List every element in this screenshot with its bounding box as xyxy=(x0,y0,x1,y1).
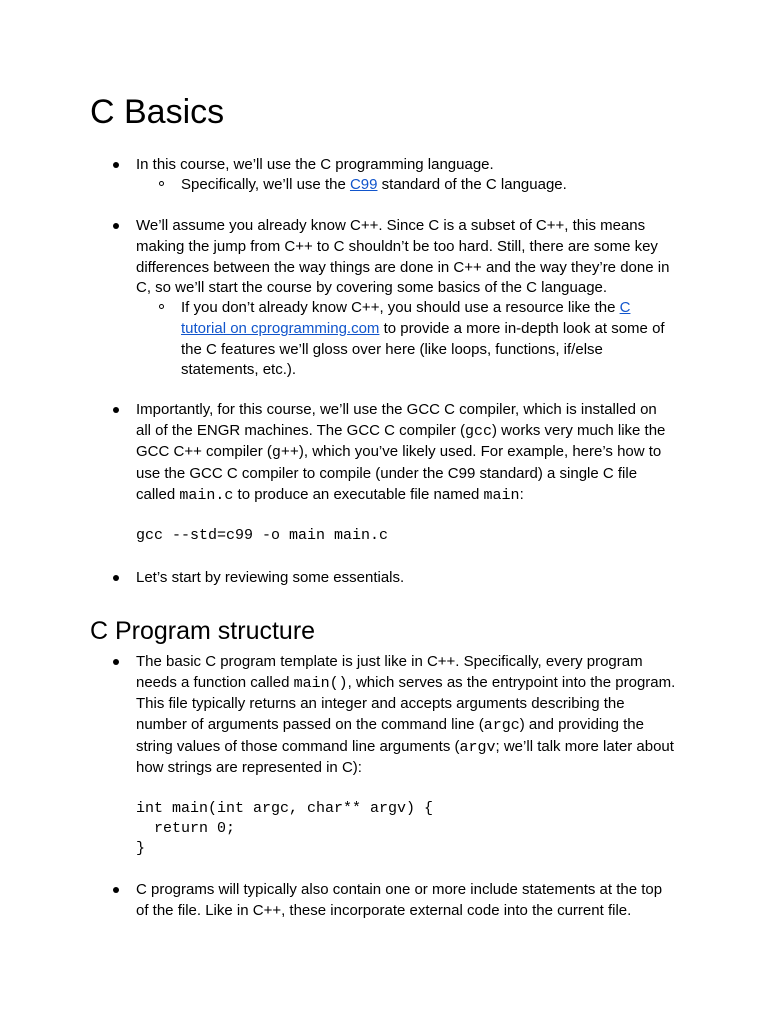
bullet-text: In this course, we’ll use the C programming language. xyxy=(136,156,494,173)
paragraph-line: how strings are represented in C): xyxy=(136,759,362,776)
code-block: gcc --std=c99 -o main main.c xyxy=(136,527,389,544)
inline-code: argc xyxy=(483,717,520,734)
paragraph-line: differences between the way things are done in C++ and the way they’re done in xyxy=(136,259,670,276)
paragraph-line: the C features we’ll gloss over here (like loops, functions, if/else xyxy=(181,341,603,358)
text-span: , which serves as the entrypoint into the program. xyxy=(347,674,676,691)
bullet-icon xyxy=(113,659,119,665)
paragraph-line: C programs will typically also contain one or more include statements at the top xyxy=(136,881,663,898)
paragraph-line xyxy=(181,319,665,339)
code-line: int main(int argc, char** argv) { xyxy=(136,800,434,817)
code-line: } xyxy=(136,840,146,857)
paragraph-line: making the jump from C++ to C shouldn’t be too hard. Still, there are some key xyxy=(136,238,658,255)
text-span: called xyxy=(136,486,180,503)
text-span: to produce an executable file named xyxy=(233,486,484,503)
paragraph-line: C, so we’ll start the course by covering some basics of the C language. xyxy=(136,279,608,296)
text-span: ) works very much like the xyxy=(492,422,666,439)
paragraph-line: use the GCC C compiler to compile (under the C99 standard) a single C file xyxy=(136,465,638,482)
text-span: number of arguments passed on the command line ( xyxy=(136,716,484,733)
bullet-icon xyxy=(113,887,119,893)
inline-code: argv xyxy=(459,739,496,756)
bullet-icon xyxy=(113,575,119,581)
paragraph-line xyxy=(181,298,630,318)
paragraph-line: of the file. Like in C++, these incorporate external code into the current file. xyxy=(136,902,632,919)
text-span: standard of the C language. xyxy=(377,176,567,193)
sub-bullet-text xyxy=(181,175,567,195)
paragraph-line xyxy=(136,715,644,735)
inline-code: main xyxy=(483,487,520,504)
c99-link[interactable]: C99 xyxy=(349,176,378,193)
text-span: ; we’ll talk more later about xyxy=(495,738,674,755)
paragraph-line xyxy=(136,421,665,441)
sub-bullet-icon xyxy=(159,304,164,309)
bullet-text: Let’s start by reviewing some essentials. xyxy=(136,569,405,586)
text-span: string values of those command line arguments ( xyxy=(136,738,460,755)
text-span: needs a function called xyxy=(136,674,294,691)
paragraph-line: We’ll assume you already know C++. Since C is a subset of C++, this means xyxy=(136,217,646,234)
bullet-icon xyxy=(113,223,119,229)
inline-code: main() xyxy=(293,675,348,692)
paragraph-line: This file typically returns an integer and accepts arguments describing the xyxy=(136,695,625,712)
c-tutorial-link-cont[interactable]: tutorial on cprogramming.com xyxy=(181,320,380,337)
paragraph-line: The basic C program template is just like in C++. Specifically, every program xyxy=(136,653,643,670)
text-span: : xyxy=(519,486,524,503)
paragraph-line xyxy=(136,442,661,462)
text-span: If you don’t already know C++, you should use a resource like the xyxy=(181,299,620,316)
sub-bullet-icon xyxy=(159,181,164,186)
paragraph-line xyxy=(136,673,675,693)
text-span: Specifically, we’ll use the xyxy=(181,176,350,193)
bullet-icon xyxy=(113,407,119,413)
code-line: return 0; xyxy=(136,820,236,837)
text-span: ), which you’ve likely used. For example, here’s how to xyxy=(298,443,662,460)
paragraph-line: statements, etc.). xyxy=(181,361,297,378)
paragraph-line xyxy=(136,737,674,757)
paragraph-line: Importantly, for this course, we’ll use the GCC C compiler, which is installed on xyxy=(136,401,657,418)
c-tutorial-link[interactable]: C xyxy=(619,299,631,316)
section-title: C Program structure xyxy=(90,617,316,645)
inline-code: gcc xyxy=(465,423,493,440)
paragraph-line xyxy=(136,485,524,505)
inline-code: main.c xyxy=(179,487,234,504)
bullet-icon xyxy=(113,162,119,168)
text-span: ) and providing the xyxy=(519,716,644,733)
text-span: to provide a more in-depth look at some of xyxy=(379,320,665,337)
text-span: all of the ENGR machines. The GCC C compiler ( xyxy=(136,422,465,439)
inline-code: g++ xyxy=(271,444,299,461)
page-title: C Basics xyxy=(90,93,225,131)
text-span: GCC C++ compiler ( xyxy=(136,443,272,460)
